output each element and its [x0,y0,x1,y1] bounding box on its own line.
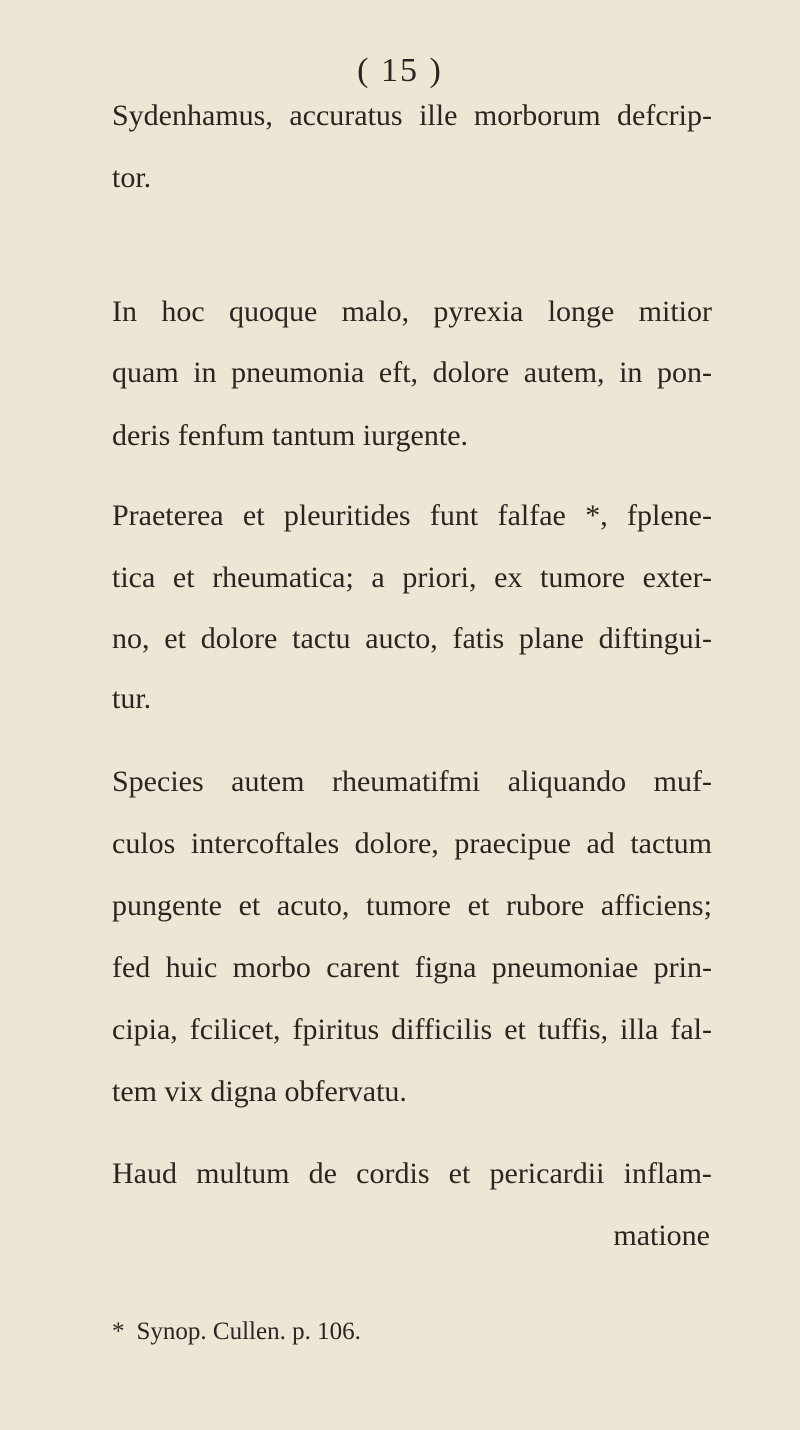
text-line: tica et rheumatica; a priori, ex tumore exter- [112,561,712,594]
catchword: matione [613,1219,710,1252]
page-number: ( 15 ) [357,52,443,89]
text-line: Species autem rheumatifmi aliquando muf- [112,765,712,798]
text-line: deris fenfum tantum iurgente. [112,419,469,452]
text-line: culos intercoftales dolore, praecipue ad tactum [112,827,712,860]
text-line: quam in pneumonia eft, dolore autem, in pon- [112,356,712,389]
text-line: pungente et acuto, tumore et rubore afficiens; [112,889,712,922]
text-line: Praeterea et pleuritides funt falfae *, fplene- [112,499,712,532]
text-line: cipia, fcilicet, fpiritus difficilis et tuffis, illa fal- [112,1013,712,1046]
text-line: Sydenhamus, accuratus ille morborum defcrip- [112,99,712,132]
footnote [112,1318,361,1346]
text-line: tur. [112,682,152,715]
text-line: tem vix digna obfervatu. [112,1075,407,1108]
footnote-mark: * [112,1318,125,1345]
text-line: no, et dolore tactu aucto, fatis plane diftingui- [112,622,712,655]
text-line: tor. [112,161,152,194]
text-line: fed huic morbo carent figna pneumoniae prin- [112,951,712,984]
text-line: In hoc quoque malo, pyrexia longe mitior [112,295,712,328]
text-line: Haud multum de cordis et pericardii inflam- [112,1157,712,1190]
footnote-text: Synop. Cullen. p. 106. [136,1318,361,1345]
